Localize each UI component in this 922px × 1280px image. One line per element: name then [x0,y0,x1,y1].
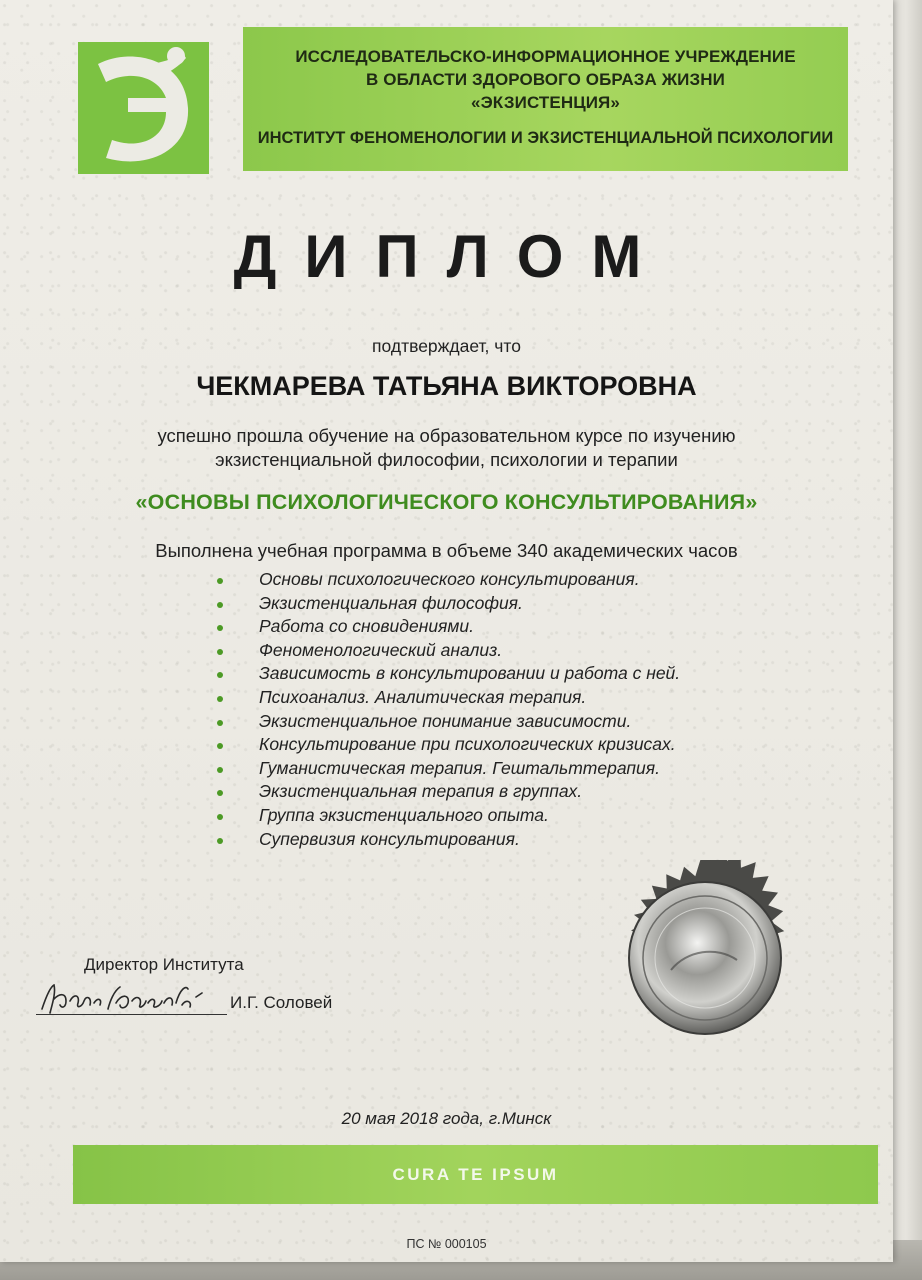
org-line-1: ИССЛЕДОВАТЕЛЬСКО-ИНФОРМАЦИОННОЕ УЧРЕЖДЕНИЕ [295,47,796,66]
topic-label: Основы психологического консультирования. [259,569,640,589]
list-item [212,686,772,710]
bullet-icon [217,767,223,773]
completion-statement [0,424,893,472]
list-item [212,662,772,686]
confirms-text: подтверждает, что [372,336,521,356]
org-line-3: «ЭКЗИСТЕНЦИЯ» [471,93,620,112]
bullet-icon [217,814,223,820]
list-item [212,710,772,734]
bullet-icon [217,602,223,608]
list-item [212,804,772,828]
institute-name: ИНСТИТУТ ФЕНОМЕНОЛОГИИ И ЭКЗИСТЕНЦИАЛЬНОЙ ПСИХОЛОГИИ [257,129,834,147]
handwritten-signature [36,979,226,1019]
silver-seal-icon [607,860,803,1056]
existence-logo-icon [78,42,209,174]
list-item [212,780,772,804]
topic-label: Экзистенциальное понимание зависимости. [259,710,632,731]
topic-label: Работа со сновидениями. [259,616,474,637]
topic-label: Экзистенциальная философия. [259,592,523,613]
completion-line-1: успешно прошла обучение на образовательном курсе по изучению [157,425,736,446]
topic-label: Зависимость в консультировании и работа с ней. [259,663,681,684]
topic-label: Супервизия консультирования. [259,828,520,849]
signature-line [36,1014,227,1015]
bullet-icon [217,625,223,631]
header-band [243,27,848,171]
list-item [212,733,772,757]
list-item [212,639,772,663]
recipient-name: ЧЕКМАРЕВА ТАТЬЯНА ВИКТОРОВНА [196,371,697,401]
course-title: «ОСНОВЫ ПСИХОЛОГИЧЕСКОГО КОНСУЛЬТИРОВАНИЯ» [135,490,758,514]
topic-label: Группа экзистенциального опыта. [259,804,549,825]
bullet-icon [217,838,223,844]
topic-label: Консультирование при психологических кризисах. [259,734,676,755]
topic-label: Гуманистическая терапия. Гештальттерапия. [259,757,660,778]
bullet-icon [217,720,223,726]
serial-number: ПС № 000105 [406,1237,487,1251]
signatory-name: И.Г. Соловей [230,993,333,1012]
topics-list [212,568,772,851]
bullet-icon [217,743,223,749]
program-hours: Выполнена учебная программа в объеме 340 академических часов [155,540,738,561]
motto-band [73,1145,878,1204]
issue-date: 20 мая 2018 года, г.Минск [341,1109,552,1128]
topic-label: Феноменологический анализ. [259,639,503,660]
organization-name [243,45,848,114]
list-item [212,592,772,616]
bullet-icon [217,649,223,655]
diploma-title: ДИПЛОМ [233,223,670,290]
list-item [212,568,772,592]
list-item [212,828,772,852]
list-item [212,757,772,781]
motto-text: CURA TE IPSUM [392,1165,559,1184]
signatory-title: Директор Института [84,955,244,974]
org-line-2: В ОБЛАСТИ ЗДОРОВОГО ОБРАЗА ЖИЗНИ [366,70,725,89]
topic-label: Психоанализ. Аналитическая терапия. [259,686,587,707]
completion-line-2: экзистенциальной философии, психологии и терапии [215,449,678,470]
bullet-icon [217,696,223,702]
bullet-icon [217,672,223,678]
topic-label: Экзистенциальная терапия в группах. [259,781,583,802]
list-item [212,615,772,639]
bullet-icon [217,578,223,584]
bullet-icon [217,790,223,796]
